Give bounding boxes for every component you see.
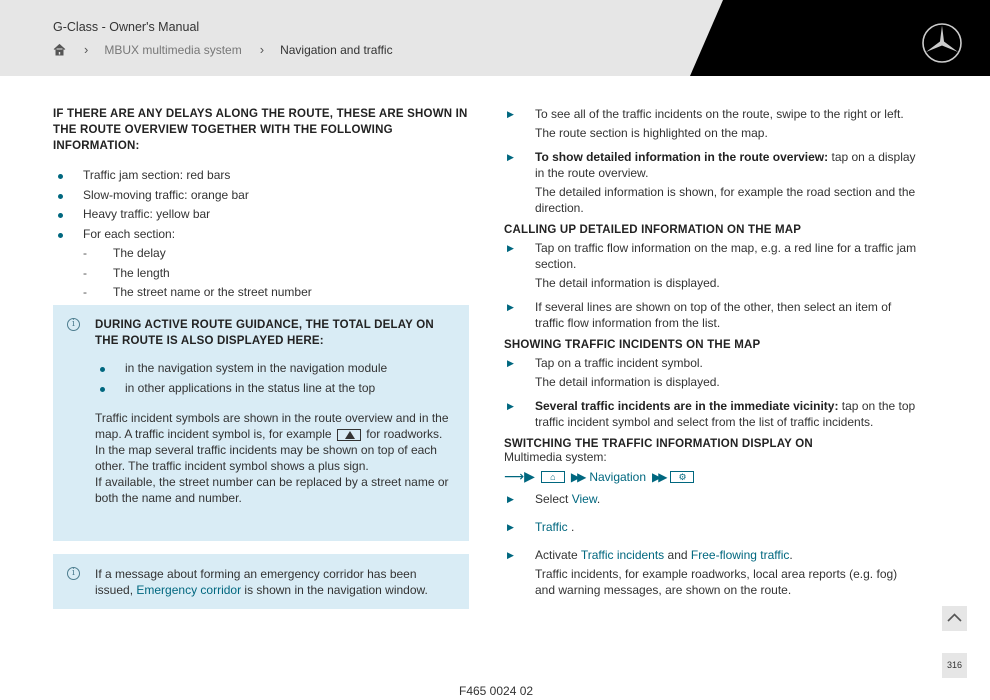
- header-bar: [0, 0, 990, 76]
- double-arrow-icon: ▶▶: [652, 469, 665, 484]
- section-details-list: [53, 244, 469, 303]
- chevron-right-icon: ›: [259, 42, 265, 57]
- info-box-total-delay: [53, 305, 469, 541]
- traffic-incidents-link[interactable]: Traffic incidents: [580, 548, 665, 562]
- manual-title: G-Class - Owner's Manual: [53, 20, 200, 34]
- step-arrow-icon: ▶: [507, 401, 514, 411]
- list-item: - The delay: [83, 244, 469, 264]
- navigation-link[interactable]: Navigation: [589, 469, 647, 484]
- step: ▶ Several traffic incidents are in the immediate vicinity: tap on the top traffic incident symbol and select from the list of traffic incidents.: [507, 399, 916, 429]
- step: ▶ Activate Traffic incidents and Free-flowing traffic. Traffic incidents, for example roadworks, local area reports (e.g. fog) and warning messages, are shown on the route.: [507, 548, 898, 597]
- step: ▶ If several lines are shown on top of the other, then select an item of traffic flow information from the list.: [507, 300, 892, 330]
- info-icon: i: [67, 318, 80, 331]
- step: ▶ To show detailed information in the route overview: tap on a display in the route overview. The detailed information is shown, for example the road section and the direction.: [507, 150, 916, 215]
- step-arrow-icon: ▶: [507, 550, 514, 560]
- emergency-corridor-link[interactable]: Emergency corridor: [136, 583, 242, 597]
- info-box-emergency-corridor: [53, 554, 469, 609]
- step: ▶ Tap on a traffic incident symbol. The detail information is displayed.: [507, 356, 720, 389]
- double-arrow-icon: ▶▶: [570, 469, 584, 484]
- step-arrow-icon: ▶: [507, 358, 514, 368]
- roadworks-warning-icon: [337, 429, 361, 441]
- right-column: [504, 106, 918, 606]
- list-item: For each section:: [53, 225, 469, 245]
- long-arrow-icon: ⟶▶: [504, 468, 535, 484]
- step-arrow-icon: ▶: [507, 302, 514, 312]
- step-arrow-icon: ▶: [507, 152, 514, 162]
- list-item: in other applications in the status line at the top: [95, 379, 455, 399]
- home-button-icon[interactable]: ⌂: [541, 471, 565, 483]
- mercedes-star-logo[interactable]: [921, 22, 963, 64]
- chevron-right-icon: ›: [84, 42, 89, 57]
- step-arrow-icon: ▶: [507, 243, 514, 253]
- traffic-link[interactable]: Traffic: [535, 520, 568, 534]
- list-item: Slow-moving traffic: orange bar: [53, 186, 469, 206]
- settings-button-icon[interactable]: ⚙: [670, 471, 694, 483]
- info-heading: DURING ACTIVE ROUTE GUIDANCE, THE TOTAL DELAY ON THE ROUTE IS ALSO DISPLAYED HERE:: [95, 319, 434, 347]
- step: ▶ To see all of the traffic incidents on the route, swipe to the right or left. The route section is highlighted on the map.: [507, 107, 904, 140]
- free-flowing-traffic-link[interactable]: Free-flowing traffic: [690, 548, 790, 562]
- page-number-badge[interactable]: 316: [942, 653, 967, 678]
- navigation-path: [504, 468, 918, 485]
- step-arrow-icon: ▶: [507, 109, 514, 119]
- step: ▶ Tap on traffic flow information on the map, e.g. a red line for a traffic jam section. The detail information is displayed.: [507, 241, 917, 290]
- step: ▶ Select View.: [507, 492, 601, 506]
- system-label: Multimedia system:: [504, 450, 607, 464]
- delay-list: [53, 166, 469, 244]
- view-link[interactable]: View: [571, 492, 597, 506]
- info-paragraph: If available, the street number can be replaced by a street name or both the name and number.: [95, 475, 449, 505]
- list-item: - The street name or the street number: [83, 283, 469, 303]
- breadcrumb-item-mbux[interactable]: MBUX multimedia system: [104, 42, 242, 57]
- step-arrow-icon: ▶: [507, 522, 514, 532]
- section-heading: SWITCHING THE TRAFFIC INFORMATION DISPLAY ON: [504, 438, 813, 450]
- section-heading: CALLING UP DETAILED INFORMATION ON THE MAP: [504, 224, 802, 236]
- section-heading-delays: IF THERE ARE ANY DELAYS ALONG THE ROUTE, THESE ARE SHOWN IN THE ROUTE OVERVIEW TOGETHER WITH THE FOLLOWING INFORMATION:: [53, 108, 468, 152]
- step-arrow-icon: ▶: [507, 494, 514, 504]
- footer-code: F465 0024 02: [459, 684, 534, 698]
- list-item: in the navigation system in the navigation module: [95, 359, 455, 379]
- list-item: Heavy traffic: yellow bar: [53, 205, 469, 225]
- info-paragraph: Traffic incident symbols are shown in the route overview and in the map. A traffic incident symbol is, for example for roadworks.: [95, 411, 449, 441]
- info-paragraph: If a message about forming an emergency corridor has been issued, Emergency corridor is shown in the navigation window.: [95, 567, 428, 597]
- info-icon: i: [67, 567, 80, 580]
- list-item: - The length: [83, 264, 469, 284]
- step: ▶ Traffic .: [507, 520, 575, 534]
- scroll-top-button[interactable]: [942, 606, 967, 631]
- breadcrumb: [53, 42, 393, 57]
- home-icon[interactable]: [53, 43, 66, 56]
- info-paragraph: In the map several traffic incidents may be shown on top of each other. The traffic incident symbol shows a plus sign.: [95, 443, 437, 473]
- chevron-up-icon: [942, 606, 967, 631]
- breadcrumb-item-current: Navigation and traffic: [280, 42, 393, 57]
- list-item: Traffic jam section: red bars: [53, 166, 469, 186]
- section-heading: SHOWING TRAFFIC INCIDENTS ON THE MAP: [504, 339, 761, 351]
- left-column: [53, 106, 469, 303]
- info-list: [95, 359, 455, 398]
